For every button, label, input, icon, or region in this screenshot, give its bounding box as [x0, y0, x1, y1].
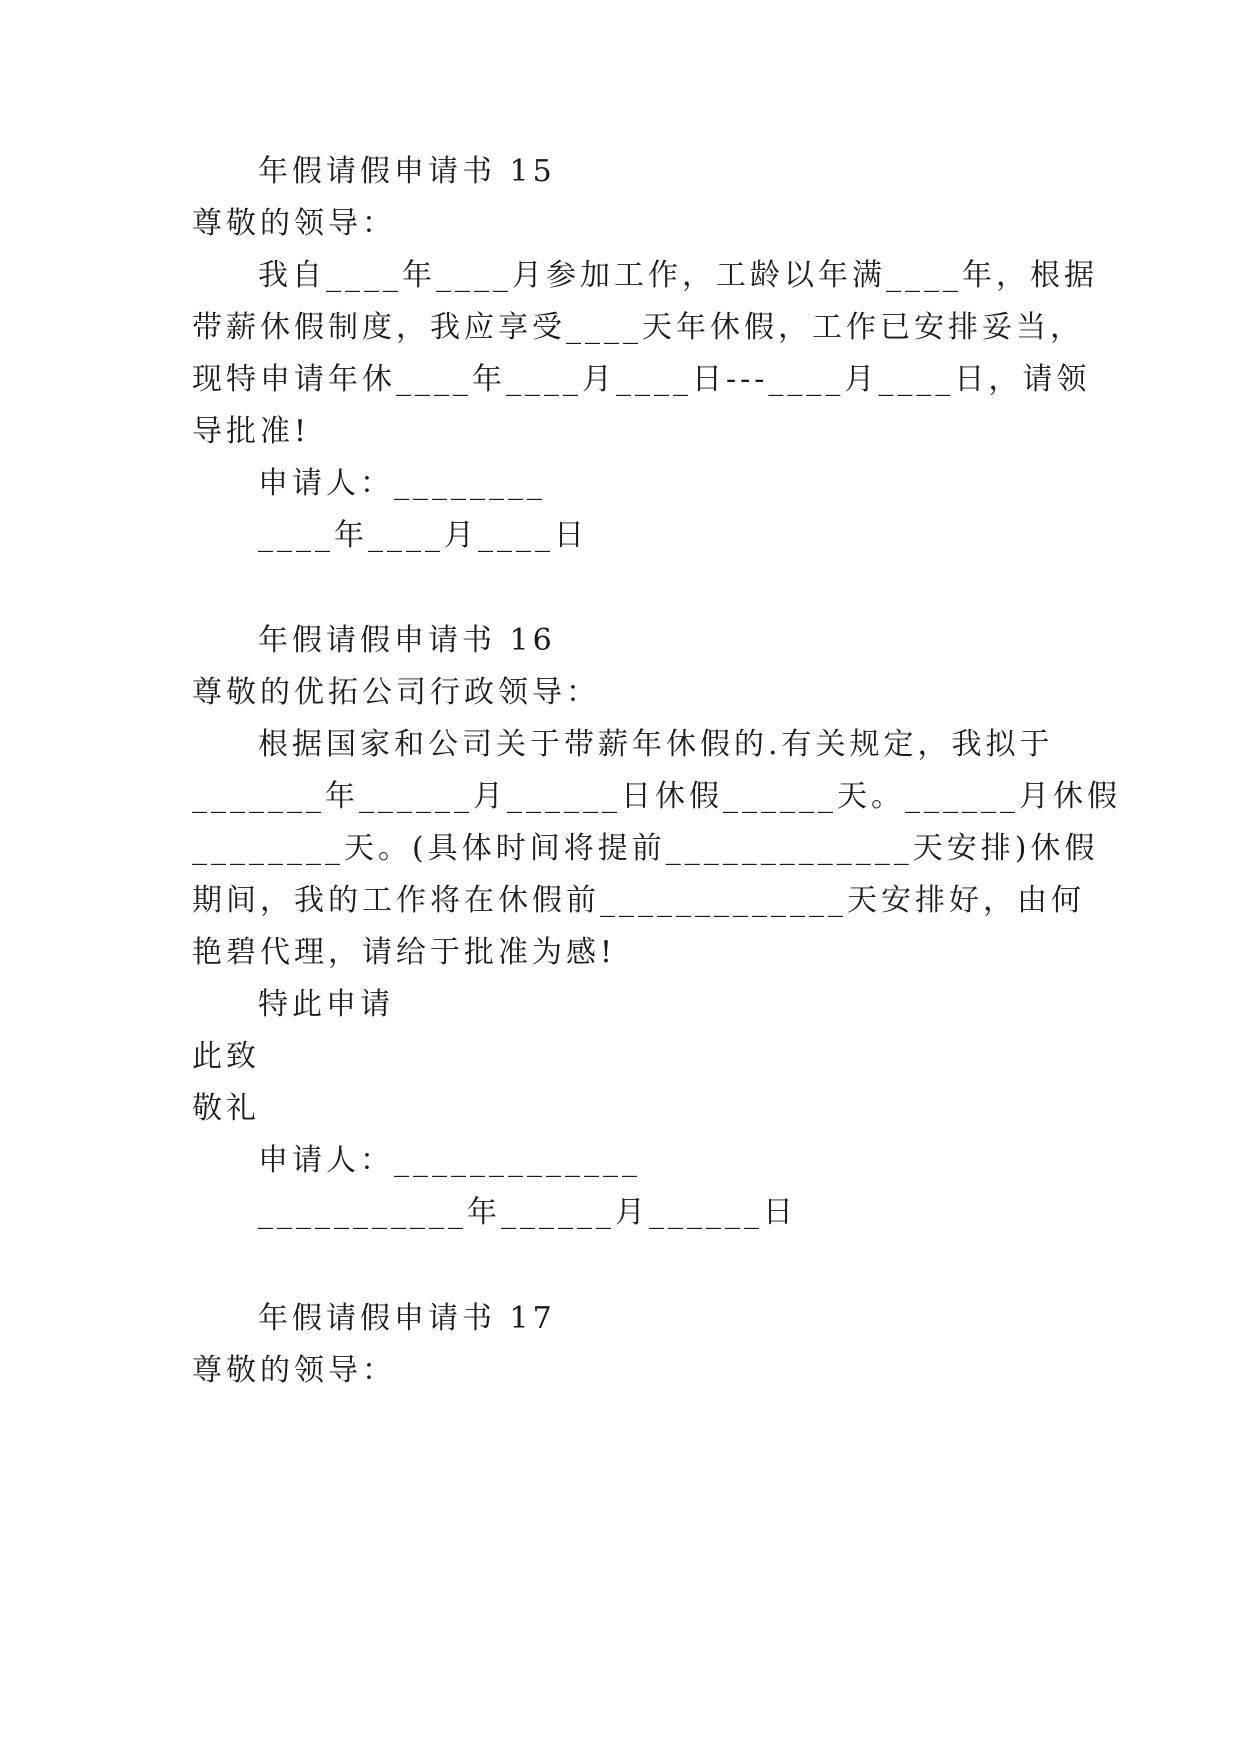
- section-15-body-line-2: 带薪休假制度，我应享受____天年休假，工作已安排妥当，: [192, 310, 1084, 345]
- section-16-body-line-4: 期间，我的工作将在休假前_____________天安排好，由何: [192, 883, 1085, 918]
- section-15-body-line-3: 现特申请年休____年____月____日---____月____日，请领: [192, 362, 1091, 397]
- section-16-title: 年假请假申请书 16: [258, 623, 556, 658]
- section-15-body-line-1: 我自____年____月参加工作，工龄以年满____年，根据: [258, 258, 1098, 293]
- section-15-title: 年假请假申请书 15: [258, 154, 556, 189]
- section-17-title: 年假请假申请书 17: [258, 1301, 556, 1336]
- section-16-date: ___________年______月______日: [258, 1195, 797, 1230]
- section-16-body-line-3: ________天。(具体时间将提前_____________天安排)休假: [192, 831, 1099, 866]
- section-15-salutation: 尊敬的领导：: [192, 206, 396, 241]
- section-16-closing-1: 此致: [192, 1039, 260, 1074]
- section-16-applicant: 申请人：_____________: [258, 1143, 641, 1178]
- section-16-salutation: 尊敬的优拓公司行政领导：: [192, 675, 600, 710]
- section-15-applicant: 申请人：________: [258, 466, 546, 501]
- section-17-salutation: 尊敬的领导：: [192, 1353, 396, 1388]
- section-15-body-line-4: 导批准!: [192, 414, 311, 449]
- section-16-closing-2: 敬礼: [192, 1091, 260, 1126]
- section-16-body-line-1: 根据国家和公司关于带薪年休假的.有关规定，我拟于: [258, 727, 1054, 762]
- section-16-body-line-5: 艳碧代理，请给于批准为感!: [192, 935, 617, 970]
- section-15-date: ____年____月____日: [258, 518, 588, 553]
- section-16-closing-request: 特此申请: [258, 987, 394, 1022]
- section-16-body-line-2: _______年______月______日休假______天。______月休假: [192, 779, 1121, 814]
